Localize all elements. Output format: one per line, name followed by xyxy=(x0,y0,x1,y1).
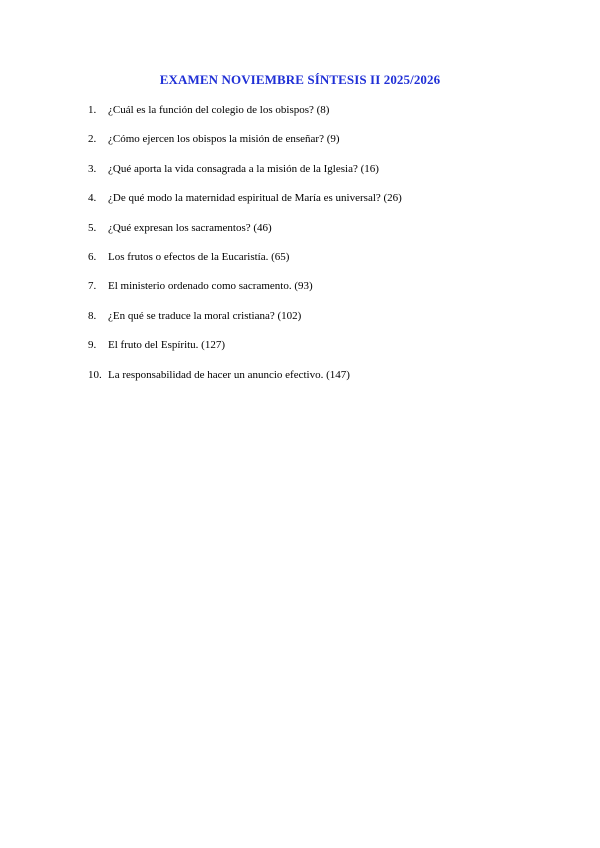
question-number: 5. xyxy=(88,221,97,234)
question-number: 6. xyxy=(88,250,97,263)
list-item xyxy=(88,163,402,192)
question-text: ¿Cómo ejercen los obispos la misión de enseñar? (9) xyxy=(108,133,340,146)
list-item xyxy=(88,310,402,339)
question-text: ¿Cuál es la función del colegio de los obispos? (8) xyxy=(108,104,330,116)
question-text: El fruto del Espíritu. (127) xyxy=(108,339,226,352)
list-item xyxy=(88,280,402,309)
list-item xyxy=(88,339,402,368)
question-number: 3. xyxy=(88,162,97,175)
question-text: ¿Qué expresan los sacramentos? (46) xyxy=(108,221,272,234)
question-text: ¿En qué se traduce la moral cristiana? (102) xyxy=(108,309,302,322)
list-item xyxy=(88,133,402,162)
list-item xyxy=(88,369,402,398)
question-number: 7. xyxy=(88,280,97,293)
question-text: ¿De qué modo la maternidad espiritual de María es universal? (26) xyxy=(108,192,402,205)
question-text: ¿Qué aporta la vida consagrada a la misión de la Iglesia? (16) xyxy=(108,162,379,175)
question-text: Los frutos o efectos de la Eucaristía. (65) xyxy=(108,250,290,263)
question-text: La responsabilidad de hacer un anuncio efectivo. (147) xyxy=(108,368,350,381)
list-item xyxy=(88,222,402,251)
list-item xyxy=(88,251,402,280)
question-number: 1. xyxy=(88,104,97,116)
question-number: 8. xyxy=(88,309,97,322)
question-number: 2. xyxy=(88,133,97,146)
question-list xyxy=(88,104,402,398)
question-number: 9. xyxy=(88,339,97,352)
question-number: 10. xyxy=(88,368,102,381)
list-item xyxy=(88,192,402,221)
document-title: EXAMEN NOVIEMBRE SÍNTESIS II 2025/2026 xyxy=(159,72,441,87)
question-number: 4. xyxy=(88,192,97,205)
question-text: El ministerio ordenado como sacramento. (93) xyxy=(108,280,313,293)
list-item xyxy=(88,104,402,133)
